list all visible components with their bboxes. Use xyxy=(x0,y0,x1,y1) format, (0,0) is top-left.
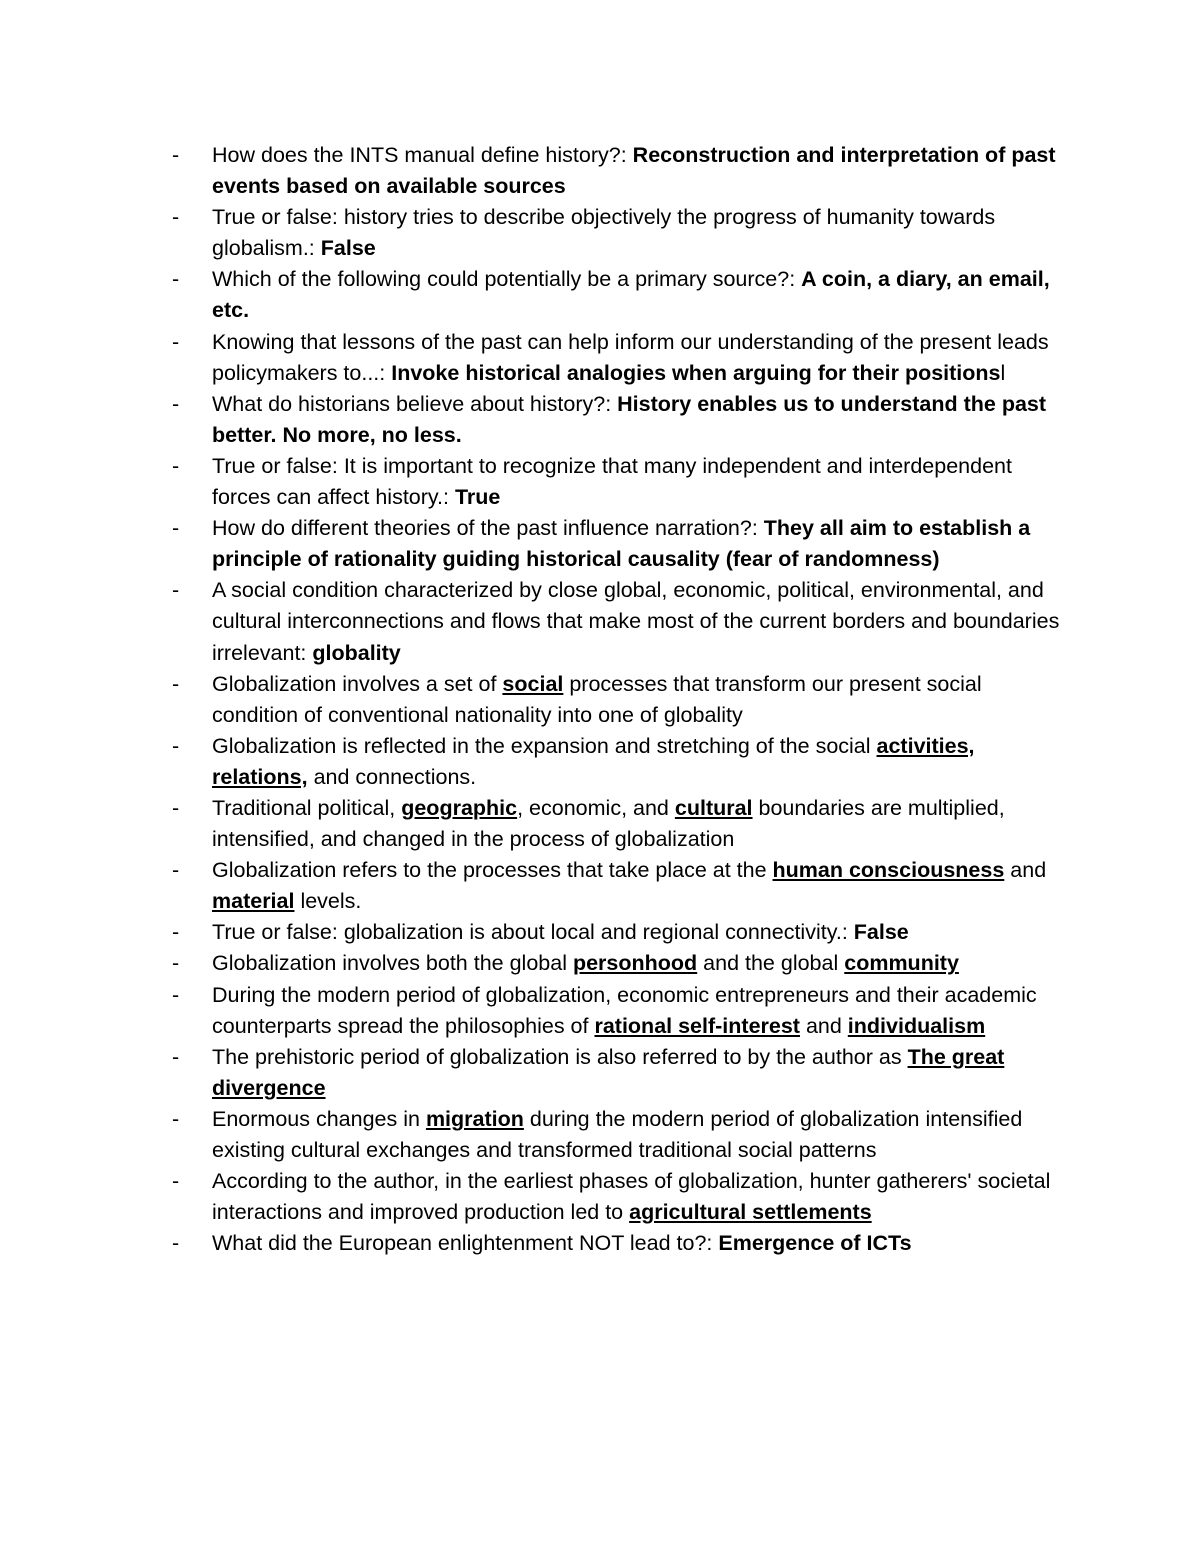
dash-bullet: - xyxy=(172,795,180,820)
item-text xyxy=(212,454,1012,509)
list-item xyxy=(172,327,1062,389)
list-item xyxy=(172,202,1062,264)
underlined-answer: community xyxy=(844,951,959,976)
item-text xyxy=(212,1231,912,1255)
dash-bullet: - xyxy=(172,1169,180,1194)
question-text: True or false: history tries to describe objectively the progress of humanity towards globalism.: xyxy=(212,205,996,261)
question-text: How do different theories of the past influence narration?: xyxy=(212,516,764,541)
underlined-answer: individualism xyxy=(847,1013,986,1038)
question-text: processes that transform our present social condition of conventional nationality into one of globality xyxy=(212,671,982,727)
underlined-answer: human consciousness xyxy=(772,858,1005,883)
underlined-answer: social xyxy=(502,671,564,696)
dash-bullet: - xyxy=(172,733,180,758)
underlined-answer: agricultural settlements xyxy=(629,1200,872,1225)
list-item xyxy=(172,980,1062,1042)
question-text: Globalization involves both the global xyxy=(212,951,573,976)
item-text xyxy=(212,1045,1004,1100)
list-item xyxy=(172,389,1062,451)
item-text xyxy=(212,516,1030,571)
question-text: Globalization involves a set of xyxy=(212,671,503,696)
question-text: and xyxy=(1004,858,1047,883)
item-text xyxy=(212,578,1059,664)
item-text xyxy=(212,858,1046,913)
list-item xyxy=(172,1042,1062,1104)
question-text: Which of the following could potentially be a primary source?: xyxy=(212,267,802,292)
underlined-answer: migration xyxy=(425,1106,524,1131)
answer-text: globality xyxy=(312,640,401,665)
item-text xyxy=(212,267,1050,322)
question-text: Globalization is reflected in the expansion and stretching of the social xyxy=(212,733,877,758)
item-text xyxy=(212,205,995,260)
item-text xyxy=(212,951,959,975)
question-text: How does the INTS manual define history?: xyxy=(212,143,633,167)
question-text: and the global xyxy=(697,951,845,976)
question-text: Globalization refers to the processes that take place at the xyxy=(212,858,773,883)
list-item xyxy=(172,1228,1062,1259)
dash-bullet: - xyxy=(172,267,180,292)
dash-bullet: - xyxy=(172,578,180,603)
dash-bullet: - xyxy=(172,858,180,883)
question-text: levels. xyxy=(294,889,362,914)
question-text: Enormous changes in xyxy=(212,1106,426,1131)
dash-bullet: - xyxy=(172,1044,180,1069)
item-text xyxy=(212,1107,1022,1162)
question-text: The prehistoric period of globalization is also referred to by the author as xyxy=(212,1044,908,1069)
question-text: Knowing that lessons of the past can help inform our understanding of the present leads policymakers to...: xyxy=(212,329,1049,385)
item-text xyxy=(212,392,1046,447)
question-text: A social condition characterized by close global, economic, political, environmental, and cultural interconnections and flows that make most of the current borders and boundaries irrelevant: xyxy=(212,578,1060,665)
list-item xyxy=(172,513,1062,575)
list-item xyxy=(172,917,1062,948)
question-text: l xyxy=(1000,360,1006,385)
dash-bullet: - xyxy=(172,1106,180,1131)
answer-text: False xyxy=(320,236,376,261)
underlined-answer: material xyxy=(212,889,295,914)
dash-bullet: - xyxy=(172,1231,180,1256)
question-text: boundaries are multiplied, intensified, and changed in the process of globalization xyxy=(212,795,1005,852)
list-item xyxy=(172,575,1062,668)
item-text xyxy=(212,920,909,944)
question-text: True or false: It is important to recognize that many independent and interdependent forces can affect history.: xyxy=(212,453,1012,510)
item-text xyxy=(212,1169,1050,1224)
list-item xyxy=(172,1104,1062,1166)
list-item xyxy=(172,1166,1062,1228)
answer-text: History enables us to understand the past better. No more, no less. xyxy=(212,391,1047,447)
answer-text: They all aim to establish a principle of rationality guiding historical causality (fear of randomness) xyxy=(212,516,1031,572)
dash-bullet: - xyxy=(172,982,180,1007)
question-text: and connections. xyxy=(307,764,477,789)
underlined-answer: The great divergence xyxy=(212,1044,1005,1100)
question-text: Traditional political, xyxy=(212,795,402,820)
question-text: during the modern period of globalization intensified existing cultural exchanges and transformed traditional social patterns xyxy=(212,1106,1023,1162)
dash-bullet: - xyxy=(172,951,180,976)
question-text: What do historians believe about history?: xyxy=(212,391,618,416)
item-text xyxy=(212,796,1005,851)
question-text: True or false: globalization is about local and regional connectivity.: xyxy=(212,920,854,945)
underlined-answer: cultural xyxy=(674,795,753,820)
dash-bullet: - xyxy=(172,391,180,416)
answer-text: Emergence of ICTs xyxy=(718,1231,912,1256)
underlined-answer: personhood xyxy=(572,951,698,976)
answer-text: False xyxy=(853,920,909,945)
dash-bullet: - xyxy=(172,143,180,167)
item-text xyxy=(212,734,975,789)
item-text xyxy=(212,330,1049,385)
item-text xyxy=(212,143,1056,198)
list-item xyxy=(172,451,1062,513)
question-text: What did the European enlightenment NOT lead to?: xyxy=(212,1231,719,1256)
underlined-answer: rational self-interest xyxy=(594,1013,800,1038)
list-item xyxy=(172,669,1062,731)
question-answer-list xyxy=(172,140,1062,1259)
dash-bullet: - xyxy=(172,920,180,945)
list-item xyxy=(172,140,1062,202)
dash-bullet: - xyxy=(172,453,180,478)
answer-text: A coin, a diary, an email, etc. xyxy=(212,267,1050,323)
answer-text: Invoke historical analogies when arguing for their positions xyxy=(391,360,1001,385)
question-text: and xyxy=(799,1013,848,1038)
dash-bullet: - xyxy=(172,671,180,696)
dash-bullet: - xyxy=(172,516,180,541)
dash-bullet: - xyxy=(172,329,180,354)
underlined-answer: activities, relations, xyxy=(212,733,975,789)
item-text xyxy=(212,672,982,727)
list-item xyxy=(172,264,1062,326)
item-text xyxy=(212,983,1037,1038)
list-item xyxy=(172,793,1062,855)
question-text: During the modern period of globalization, economic entrepreneurs and their academic counterparts spread the philosophies of xyxy=(212,982,1037,1038)
dash-bullet: - xyxy=(172,205,180,230)
question-text: According to the author, in the earliest phases of globalization, hunter gatherers' societal interactions and improved production led to xyxy=(212,1169,1051,1225)
question-text: , economic, and xyxy=(517,795,675,820)
list-item xyxy=(172,731,1062,793)
answer-text: Reconstruction and interpretation of past events based on available sources xyxy=(212,143,1056,199)
underlined-answer: geographic xyxy=(401,795,518,820)
list-item xyxy=(172,855,1062,917)
list-item xyxy=(172,948,1062,979)
answer-text: True xyxy=(454,485,501,510)
